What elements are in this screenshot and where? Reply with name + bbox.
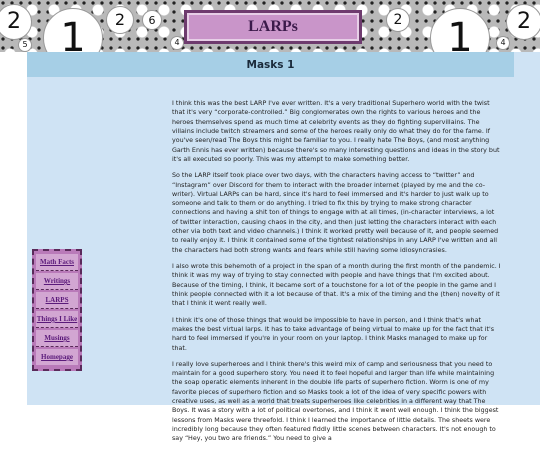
number-1-decoration: 1 [430, 8, 490, 52]
article-body [172, 99, 502, 451]
number-4-decoration: 4 [496, 36, 510, 50]
nav-link-homepage[interactable]: Homepage [36, 349, 78, 365]
number-2-decoration: 2 [106, 6, 134, 34]
nav-link-writings[interactable]: Writings [36, 273, 78, 290]
nav-link-musings[interactable]: Musings [36, 330, 78, 347]
article-paragraph: So the LARP itself took place over two days, with the characters having access to “twitter” and “Instagram” over Discord for them to interact with the broader internet (played by me and the co-writer). Virtual LARPs can be hard, since it's hard to feel immersed and it's harder to just walk up to someone and talk to them or do anything. I tried to fix this by trying to make strong character connections and having a shit ton of things to engage with at all times, (in-character interviews, a lot of twitter interaction, causing chaos in the city, and then just letting the characters interact with each other via both text and video channels.) I think it worked pretty well because of it, and people seemed to really enjoy it. I think it contained some of the tightest relationships in any LARP I've written and all the characters had both strong wants and fears while still having some idiosyncrasies. [172, 172, 499, 254]
nav-link-larps[interactable]: LARPS [36, 292, 78, 309]
number-6-decoration: 6 [142, 10, 162, 30]
main-content [27, 52, 540, 443]
number-2-decoration: 2 [506, 4, 540, 40]
number-1-decoration: 1 [43, 8, 103, 52]
page-title: LARPs [184, 10, 362, 44]
article-heading: Masks 1 [27, 52, 514, 77]
article-paragraph: I think it's one of those things that would be impossible to have in person, and I think that's what makes the best virtual larps. It has to take advantage of being virtual to make up for the fact that it's hard to feel immersed if you're in your room on your laptop. I think Masks managed to make up for that. [172, 316, 495, 352]
article-paragraph: I also wrote this behemoth of a project in the span of a month during the first month of the pandemic. I think it was my way of trying to stay connected with people and have things that I'm excited about. Because of the timing, I think, it became sort of a touchstone for a lot of the people in the game and I think people connected with it a lot because of that. It's a mix of the timing and the (then) novelty of it that I think it went really well. [172, 263, 501, 308]
article-paragraph: I really love superheroes and I think there's this weird mix of camp and seriousness that you need to maintain for a good superhero story. You need it to feel hopeful and larger than life while maintaining the soap operatic elements inherent in the double life parts of superhero fiction. Worm is one of my favorite pieces of superhero fiction and so Masks took a lot of the idea of very specific powers with creative uses, as well as a world that treats superheroes like celebrities in a different way that The Boys. It was a story with a lot of political overtones, and I think it went well enough. I think the biggest lessons from Masks were threefold. I think I learned the importance of little details. The sheets were incredibly long because they often featured fiddly little scenes between characters. It's not enough to say “Hey, you two are friends.” You need to give a [172, 360, 499, 443]
nav-link-things-i-like[interactable]: Things I Like [36, 311, 78, 328]
number-2-decoration: 2 [386, 8, 410, 32]
article-paragraph: I think this was the best LARP I've ever written. It's a very traditional Superhero world with the twist that it's very “corporate-controlled.” Big conglomerates own the rights to various heroes and the heroes themselves spend as much time at celebrity events as they do fighting supervillains. The villains include twitch streamers and some of the heroes really only do what they do for the fame. If you've seen/read The Boys this might be familiar to you. I really hate The Boys, (and most anything Garth Ennis has ever written) because there's so many interesting questions and ideas in the story but it's all executed so poorly. This was my attempt to make something better. [172, 100, 500, 163]
nav-link-math-facts[interactable]: Math Facts [36, 254, 78, 271]
sidebar-nav [32, 249, 82, 371]
number-2-decoration: 2 [0, 4, 32, 40]
number-5-decoration: 5 [18, 38, 32, 52]
number-4-decoration: 4 [170, 36, 184, 50]
